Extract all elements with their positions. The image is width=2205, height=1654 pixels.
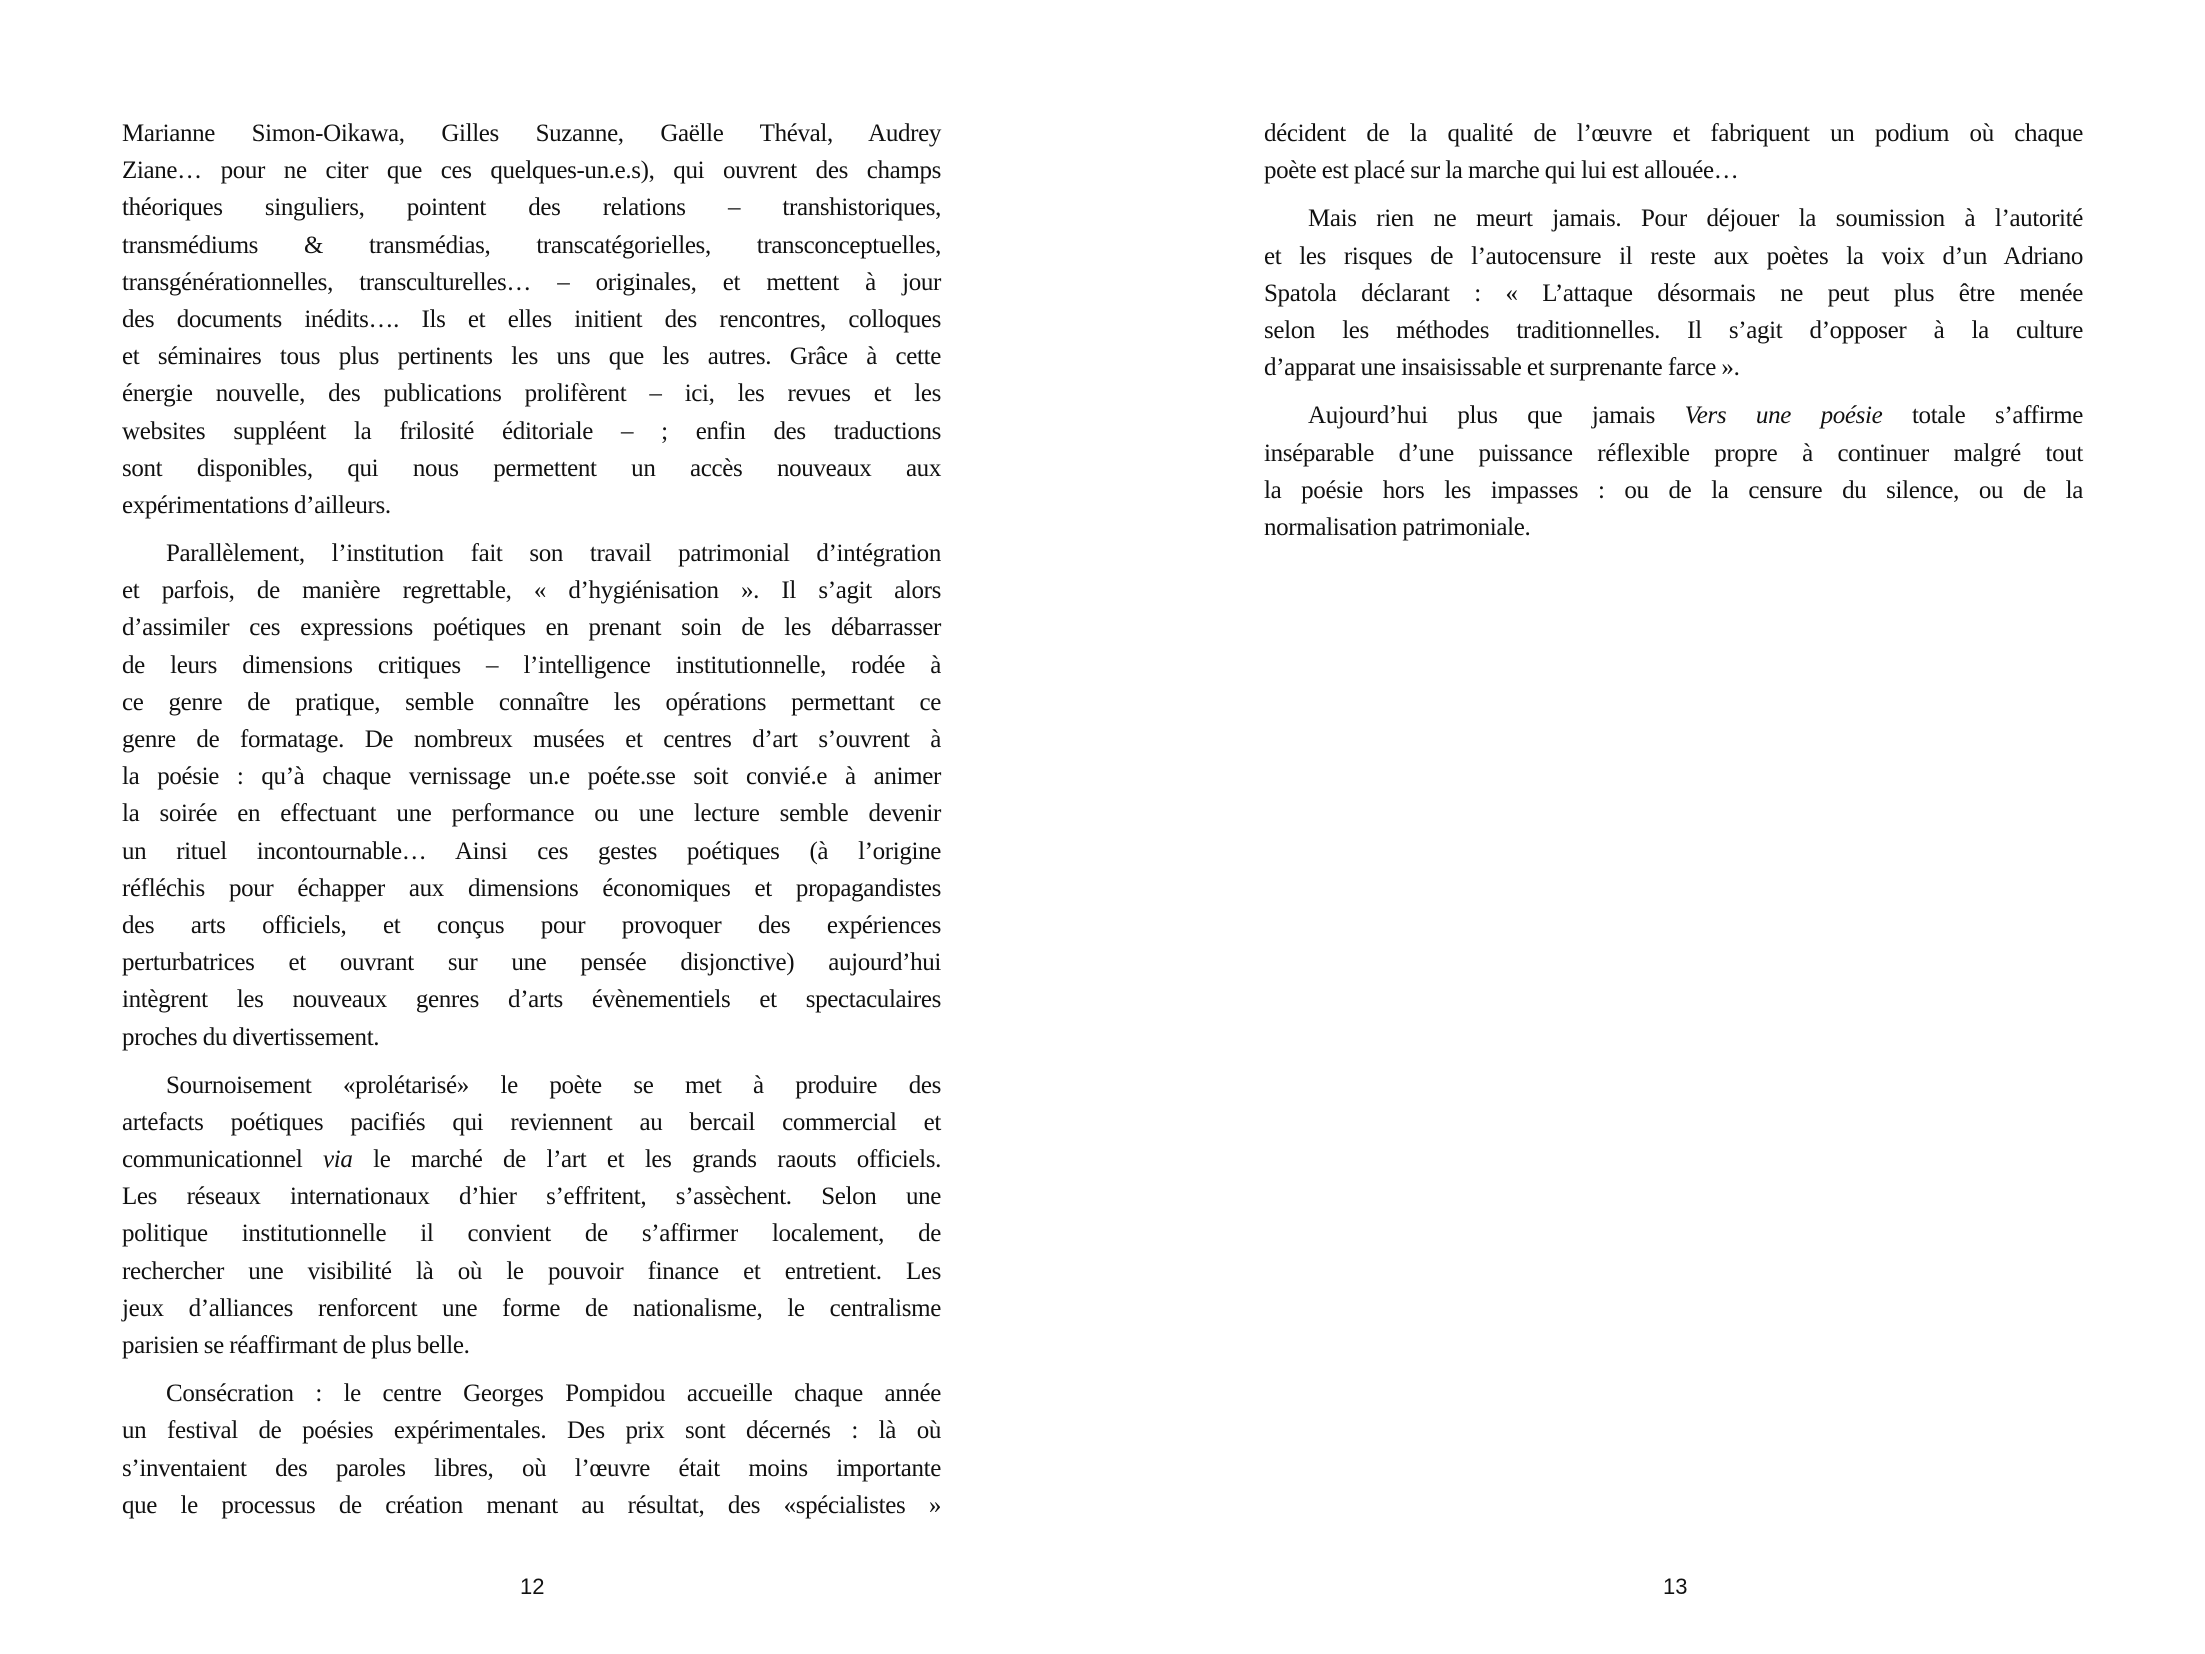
text-line	[122, 1487, 941, 1524]
text-line	[122, 944, 941, 981]
text-line	[122, 1215, 941, 1252]
text-line	[122, 1178, 941, 1215]
text-line	[122, 1141, 941, 1178]
text-line	[122, 1253, 941, 1290]
text-line	[122, 1019, 941, 1056]
text-line	[122, 264, 941, 301]
text-segment: énergie nouvelle, des publications prolifèrent – ici, les revues et les	[122, 380, 941, 408]
text-line	[122, 535, 941, 572]
text-segment: totale s’affirme	[1882, 402, 2083, 430]
right-page	[1102, 0, 2204, 1654]
text-segment: de leurs dimensions critiques – l’intelligence institutionnelle, rodée à	[122, 651, 941, 679]
text-segment: et séminaires tous plus pertinents les uns que les autres. Grâce à cette	[122, 343, 941, 371]
text-segment: artefacts poétiques pacifiés qui reviennent au bercail commercial et	[122, 1108, 941, 1136]
text-segment: expérimentations d’ailleurs.	[122, 491, 391, 519]
text-segment: sont disponibles, qui nous permettent un accès nouveaux aux	[122, 454, 941, 482]
text-line	[122, 907, 941, 944]
text-line	[122, 572, 941, 609]
text-segment: parisien se réaffirmant de plus belle.	[122, 1332, 470, 1359]
text-segment: des arts officiels, et conçus pour provoquer des expériences	[122, 911, 941, 939]
left-page	[0, 0, 1102, 1654]
text-line	[122, 487, 941, 524]
text-segment: proches du divertissement.	[122, 1023, 380, 1051]
paragraph	[1264, 115, 2083, 189]
text-segment: et parfois, de manière regrettable, « d’hygiénisation ». Il s’agit alors	[122, 577, 941, 605]
text-segment: que le processus de création menant au résultat, des «spécialistes »	[122, 1491, 941, 1519]
italic-text: via	[323, 1146, 353, 1174]
text-line	[122, 1327, 941, 1364]
text-segment: intègrent les nouveaux genres d’arts évènementiels et spectaculaires	[122, 986, 941, 1014]
text-segment: communicationnel	[122, 1146, 324, 1174]
text-line	[122, 795, 941, 832]
text-line	[122, 1375, 941, 1412]
text-line	[122, 375, 941, 412]
text-segment: la soirée en effectuant une performance ou une lecture semble devenir	[122, 800, 941, 828]
text-line	[1264, 397, 2083, 434]
text-line	[122, 870, 941, 907]
text-segment: perturbatrices et ouvrant sur une pensée disjonctive) aujourd’hui	[122, 949, 941, 977]
paragraph	[122, 1067, 941, 1365]
text-line	[122, 1450, 941, 1487]
text-segment: Mais rien ne meurt jamais. Pour déjouer la soumission à l’autorité	[1308, 205, 2083, 233]
text-line	[122, 189, 941, 226]
text-segment: Marianne Simon-Oikawa, Gilles Suzanne, Gaëlle Théval, Audrey	[122, 120, 941, 147]
text-line	[1264, 200, 2083, 237]
text-segment: ce genre de pratique, semble connaître les opérations permettant ce	[122, 688, 941, 716]
text-line	[122, 609, 941, 646]
text-line	[122, 1067, 941, 1104]
text-segment: transmédiums & transmédias, transcatégorielles, transconceptuelles,	[122, 231, 941, 259]
text-segment: transgénérationnelles, transculturelles… – originales, et mettent à jour	[122, 268, 941, 296]
paragraph	[122, 115, 941, 524]
text-segment: réfléchis pour échapper aux dimensions économiques et propagandistes	[122, 874, 941, 902]
text-line	[122, 115, 941, 152]
text-segment: poète est placé sur la marche qui lui est allouée…	[1264, 157, 1739, 185]
paragraph	[122, 1375, 941, 1524]
text-line	[1264, 435, 2083, 472]
italic-text: Vers une poésie	[1684, 402, 1883, 430]
text-line	[122, 1104, 941, 1141]
text-segment: d’assimiler ces expressions poétiques en prenant soin de les débarrasser	[122, 614, 941, 642]
paragraph	[1264, 397, 2083, 546]
text-segment: décident de la qualité de l’œuvre et fabriquent un podium où chaque	[1264, 120, 2083, 147]
text-segment: websites suppléent la frilosité éditoriale – ; enfin des traductions	[122, 417, 941, 445]
text-segment: Parallèlement, l’institution fait son travail patrimonial d’intégration	[166, 540, 941, 568]
paragraph	[122, 535, 941, 1056]
text-line	[122, 227, 941, 264]
text-line	[122, 684, 941, 721]
text-segment: Ziane… pour ne citer que ces quelques-un.e.s), qui ouvrent des champs	[122, 157, 941, 185]
text-segment: Spatola déclarant : « L’attaque désormais ne peut plus être menée	[1264, 279, 2083, 307]
text-segment: un rituel incontournable… Ainsi ces gestes poétiques (à l’origine	[122, 837, 941, 865]
text-segment: normalisation patrimoniale.	[1264, 513, 1531, 541]
text-segment: la poésie : qu’à chaque vernissage un.e poéte.sse soit convié.e à animer	[122, 763, 941, 791]
text-line	[122, 413, 941, 450]
text-line	[1264, 509, 2083, 546]
page-number: 13	[1663, 1574, 1688, 1599]
text-segment: Consécration : le centre Georges Pompidou accueille chaque année	[166, 1380, 941, 1408]
text-segment: selon les méthodes traditionnelles. Il s’agit d’opposer à la culture	[1264, 316, 2083, 344]
text-line	[1264, 152, 2083, 189]
text-line	[1264, 238, 2083, 275]
text-line	[122, 647, 941, 684]
text-segment: le marché de l’art et les grands raouts officiels.	[352, 1146, 941, 1174]
text-segment: jeux d’alliances renforcent une forme de nationalisme, le centralisme	[122, 1294, 941, 1322]
text-line	[122, 1290, 941, 1327]
paragraph	[1264, 200, 2083, 386]
text-segment: Aujourd’hui plus que jamais	[1308, 402, 1685, 430]
left-page-text-column	[122, 115, 941, 1535]
page-number: 12	[520, 1574, 545, 1599]
text-line	[122, 450, 941, 487]
text-segment: politique institutionnelle il convient de s’affirmer localement, de	[122, 1220, 941, 1248]
text-segment: la poésie hors les impasses : ou de la censure du silence, ou de la	[1264, 476, 2083, 504]
text-line	[1264, 312, 2083, 349]
text-line	[1264, 472, 2083, 509]
text-line	[122, 981, 941, 1018]
text-line	[1264, 115, 2083, 152]
text-segment: rechercher une visibilité là où le pouvoir finance et entretient. Les	[122, 1257, 941, 1285]
text-segment: Sournoisement «prolétarisé» le poète se met à produire des	[166, 1071, 941, 1099]
text-segment: d’apparat une insaisissable et surprenante farce ».	[1264, 354, 1740, 382]
text-line	[122, 301, 941, 338]
text-segment: et les risques de l’autocensure il reste aux poètes la voix d’un Adriano	[1264, 242, 2083, 270]
text-line	[1264, 275, 2083, 312]
text-line	[122, 833, 941, 870]
text-line	[122, 338, 941, 375]
text-segment: un festival de poésies expérimentales. Des prix sont décernés : là où	[122, 1417, 941, 1445]
text-line	[122, 721, 941, 758]
right-page-text-column	[1264, 115, 2083, 557]
text-line	[1264, 349, 2083, 386]
text-segment: théoriques singuliers, pointent des relations – transhistoriques,	[122, 194, 941, 222]
text-line	[122, 758, 941, 795]
text-line	[122, 152, 941, 189]
text-segment: genre de formatage. De nombreux musées et centres d’art s’ouvrent à	[122, 726, 941, 753]
text-segment: des documents inédits…. Ils et elles initient des rencontres, colloques	[122, 305, 941, 333]
text-line	[122, 1412, 941, 1449]
text-segment: Les réseaux internationaux d’hier s’effritent, s’assèchent. Selon une	[122, 1183, 941, 1211]
text-segment: inséparable d’une puissance réflexible propre à continuer malgré tout	[1264, 439, 2083, 467]
text-segment: s’inventaient des paroles libres, où l’œuvre était moins importante	[122, 1454, 941, 1482]
